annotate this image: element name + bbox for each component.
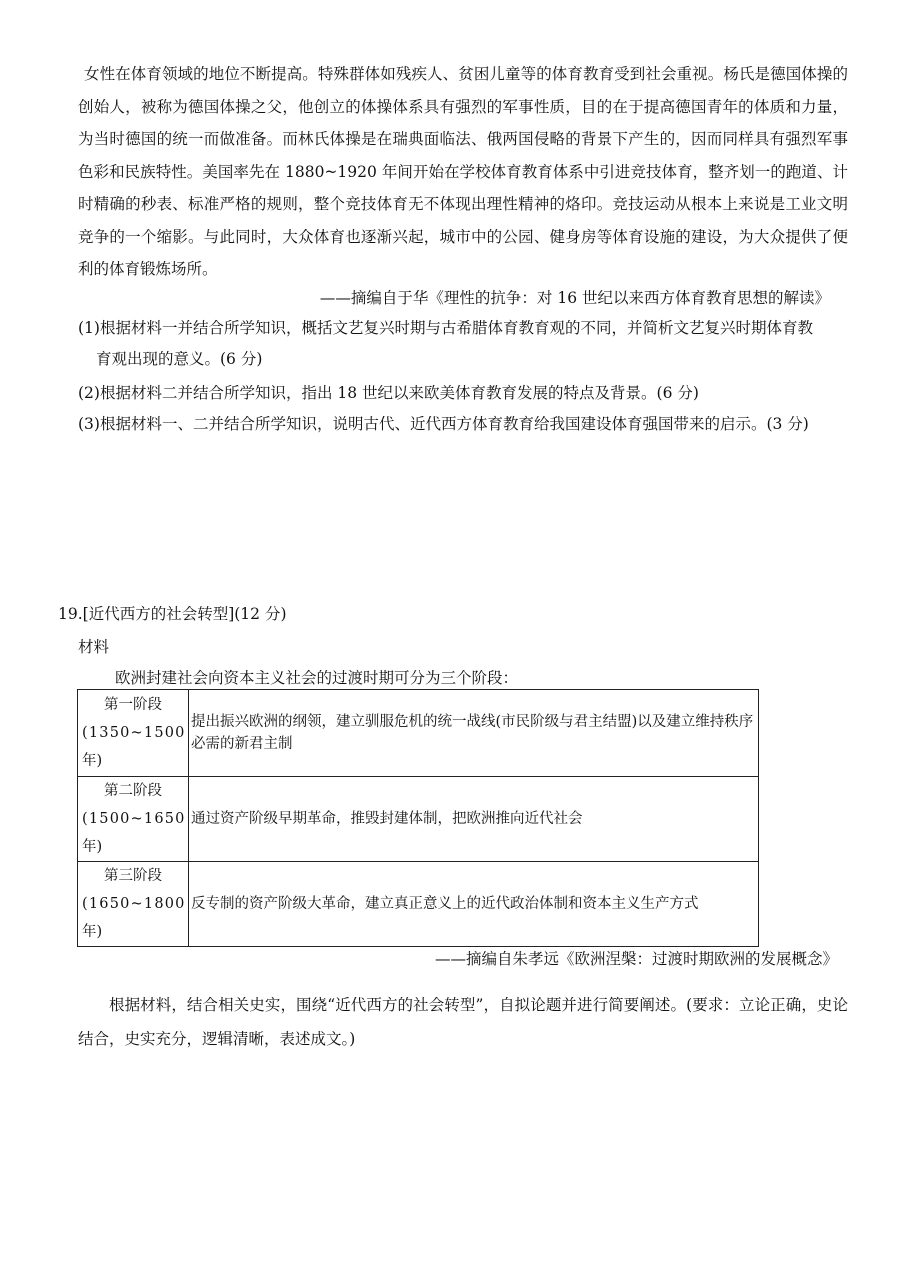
stage-2-years: (1500~1650	[82, 811, 186, 827]
question-2-line-1: (2)根据材料二并结合所学知识，指出 18 世纪以来欧美体育教育发展的特点及背景。(6 分)	[78, 384, 699, 402]
stage-1-name: 第一阶段	[104, 697, 162, 713]
stage-3-years: (1650~1800	[82, 896, 186, 912]
stage-3-year-suffix: 年)	[82, 924, 103, 940]
stage-1-description: 提出振兴欧洲的纲领，建立驯服危机的统一战线(市民阶级与君主结盟)以及建立维持秩序必需的新君主制	[189, 690, 759, 777]
stage-2-year-suffix: 年)	[82, 839, 103, 855]
stage-2-cell	[78, 777, 189, 862]
q19-task: 根据材料，结合相关史实，围绕“近代西方的社会转型”，自拟论题并进行简要阐述。(要求：立论正确，史论结合，史实充分，逻辑清晰，表述成文。)	[78, 996, 848, 1048]
question-3-line-1: (3)根据材料一、二并结合所学知识，说明古代、近代西方体育教育给我国建设体育强国带来的启示。(3 分)	[78, 415, 809, 433]
material-two-source: ——摘编自于华《理性的抗争：对 16 世纪以来西方体育教育思想的解读》	[319, 289, 830, 307]
stage-2-description: 通过资产阶级早期革命，推毁封建体制，把欧洲推向近代社会	[189, 777, 759, 862]
table-row	[78, 862, 759, 947]
material-two-text: 女性在体育领域的地位不断提高。特殊群体如残疾人、贫困儿童等的体育教育受到社会重视。杨氏是德国体操的创始人，被称为德国体操之父，他创立的体操体系具有强烈的军事性质，目的在于提高德国青年的体质和力量，为当时德国的统一而做准备。而林氏体操是在瑞典面临法、俄两国侵略的背景下产生的，因而同样具有强烈军事色彩和民族特性。美国率先在 1880~1920 年间开始在学校体育教育体系中引进竞技体育，整齐划一的跑道、计时精确的秒表、标准严格的规则，整个竞技体育无不体现出理性精神的烙印。竞技运动从根本上来说是工业文明竞争的一个缩影。与此同时，大众体育也逐渐兴起，城市中的公园、健身房等体育设施的建设，为大众提供了便利的体育锻炼场所。	[78, 65, 848, 278]
table-row	[78, 777, 759, 862]
q19-heading: 19.[近代西方的社会转型](12 分)	[58, 605, 287, 623]
question-2	[78, 378, 848, 409]
question-3	[78, 409, 848, 440]
stage-3-cell	[78, 862, 189, 947]
stage-3-description: 反专制的资产阶级大革命，建立真正意义上的近代政治体制和资本主义生产方式	[189, 862, 759, 947]
q19-source: ——摘编自朱孝远《欧洲涅槃：过渡时期欧洲的发展概念》	[434, 950, 838, 968]
q19-intro: 欧洲封建社会向资本主义社会的过渡时期可分为三个阶段：	[115, 669, 519, 687]
stages-table	[77, 689, 759, 947]
table-row	[78, 690, 759, 777]
stage-3-name: 第三阶段	[104, 868, 162, 884]
question-1	[78, 313, 848, 375]
question-1-line-2: 育观出现的意义。(6 分)	[96, 350, 263, 368]
stage-2-name: 第二阶段	[104, 783, 162, 799]
q19-material-label: 材料	[78, 638, 110, 656]
stage-1-cell	[78, 690, 189, 777]
question-1-line-1: (1)根据材料一并结合所学知识，概括文艺复兴时期与古希腊体育教育观的不同，并简析文艺复兴时期体育教	[78, 319, 813, 337]
stage-1-years: (1350~1500	[82, 725, 186, 741]
stage-1-year-suffix: 年)	[82, 753, 103, 769]
